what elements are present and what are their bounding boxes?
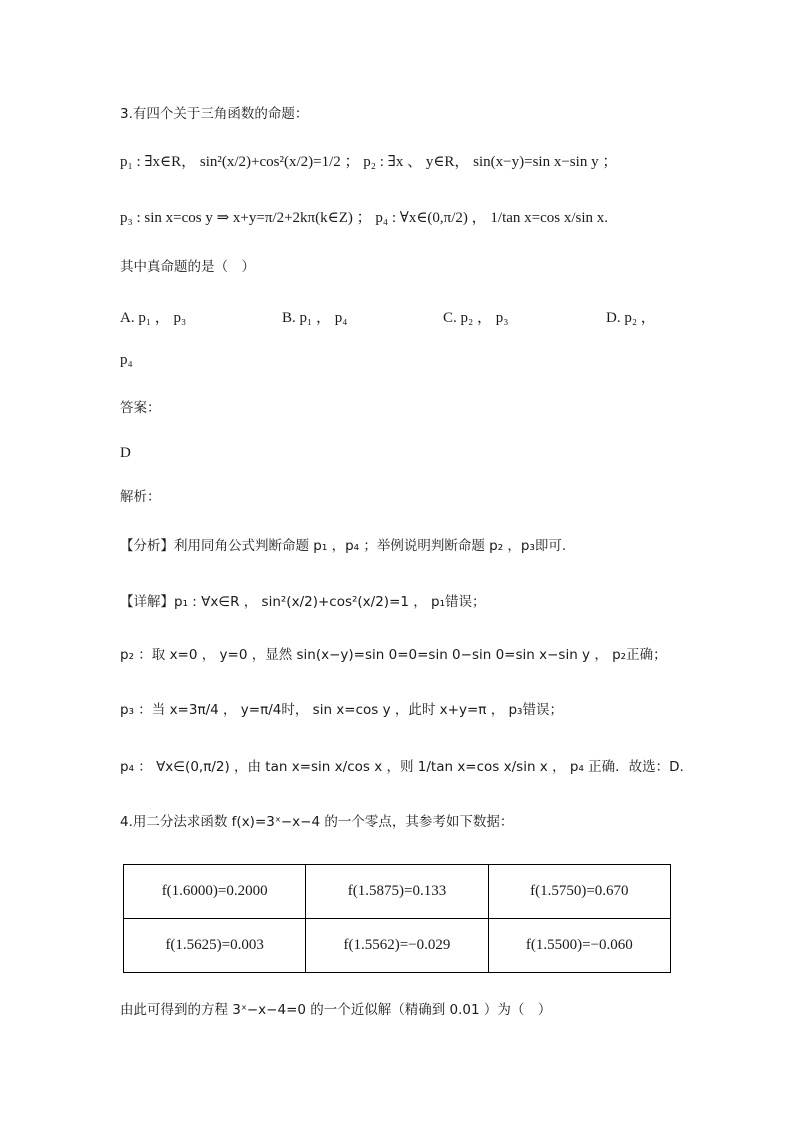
q3-stem: 3.有四个关于三角函数的命题： xyxy=(120,106,309,122)
q4-data-table xyxy=(123,864,671,973)
q3-option-b: B. p₁ ， p₄ xyxy=(282,310,348,326)
answer-label: 答案： xyxy=(120,400,161,416)
q3-option-c: C. p₂ ， p₃ xyxy=(443,310,509,326)
table-cell: f(1.6000)=0.2000 xyxy=(124,865,306,919)
analysis-p4: p₄ ： ∀x∈(0,π/2) ，由 tan x=sin x/cos x ，则 1/tan x=cos x/sin x ， p₄ 正确．故选：D. xyxy=(120,759,684,775)
answer-value: D xyxy=(120,445,131,461)
table-row xyxy=(124,919,671,973)
analysis-label: 解析： xyxy=(120,489,161,505)
q4-question: 由此可得到的方程 3ˣ−x−4=0 的一个近似解（精确到 0.01 ）为（ ） xyxy=(120,1002,552,1018)
analysis-p3: p₃ ：当 x=3π/4 ， y=π/4时， sin x=cos y ，此时 x+y=π ， p₃错误； xyxy=(120,702,563,718)
q3-option-d: D. p₂ ， xyxy=(606,310,656,326)
q3-question: 其中真命题的是（ ） xyxy=(120,259,255,275)
q3-propositions-1-2: p₁ : ∃x∈R， sin²(x/2)+cos²(x/2)=1/2 ； p₂ : ∃x 、 y∈R， sin(x−y)=sin x−sin y ； xyxy=(120,154,618,170)
q3-propositions-3-4: p₃ : sin x=cos y ⇒ x+y=π/2+2kπ(k∈Z) ； p₄ : ∀x∈(0,π/2) ， 1/tan x=cos x/sin x. xyxy=(120,210,609,226)
table-cell: f(1.5562)=−0.029 xyxy=(306,919,488,973)
table-cell: f(1.5875)=0.133 xyxy=(306,865,488,919)
q3-option-d-continued: p₄ xyxy=(120,352,133,368)
table-cell: f(1.5500)=−0.060 xyxy=(488,919,670,973)
table-row xyxy=(124,865,671,919)
analysis-p2: p₂ ：取 x=0 ， y=0 ，显然 sin(x−y)=sin 0=0=sin 0−sin 0=sin x−sin y ， p₂正确； xyxy=(120,647,667,663)
q3-option-a: A. p₁ ， p₃ xyxy=(120,310,187,326)
analysis-fenxi: 【分析】利用同角公式判断命题 p₁ ，p₄ ；举例说明判断命题 p₂ ，p₃即可. xyxy=(120,538,567,554)
analysis-xiangjie: 【详解】p₁ : ∀x∈R ， sin²(x/2)+cos²(x/2)=1 ， p₁错误； xyxy=(120,594,486,610)
q4-stem: 4.用二分法求函数 f(x)=3ˣ−x−4 的一个零点，其参考如下数据： xyxy=(120,814,514,830)
table-cell: f(1.5625)=0.003 xyxy=(124,919,306,973)
table-cell: f(1.5750)=0.670 xyxy=(488,865,670,919)
